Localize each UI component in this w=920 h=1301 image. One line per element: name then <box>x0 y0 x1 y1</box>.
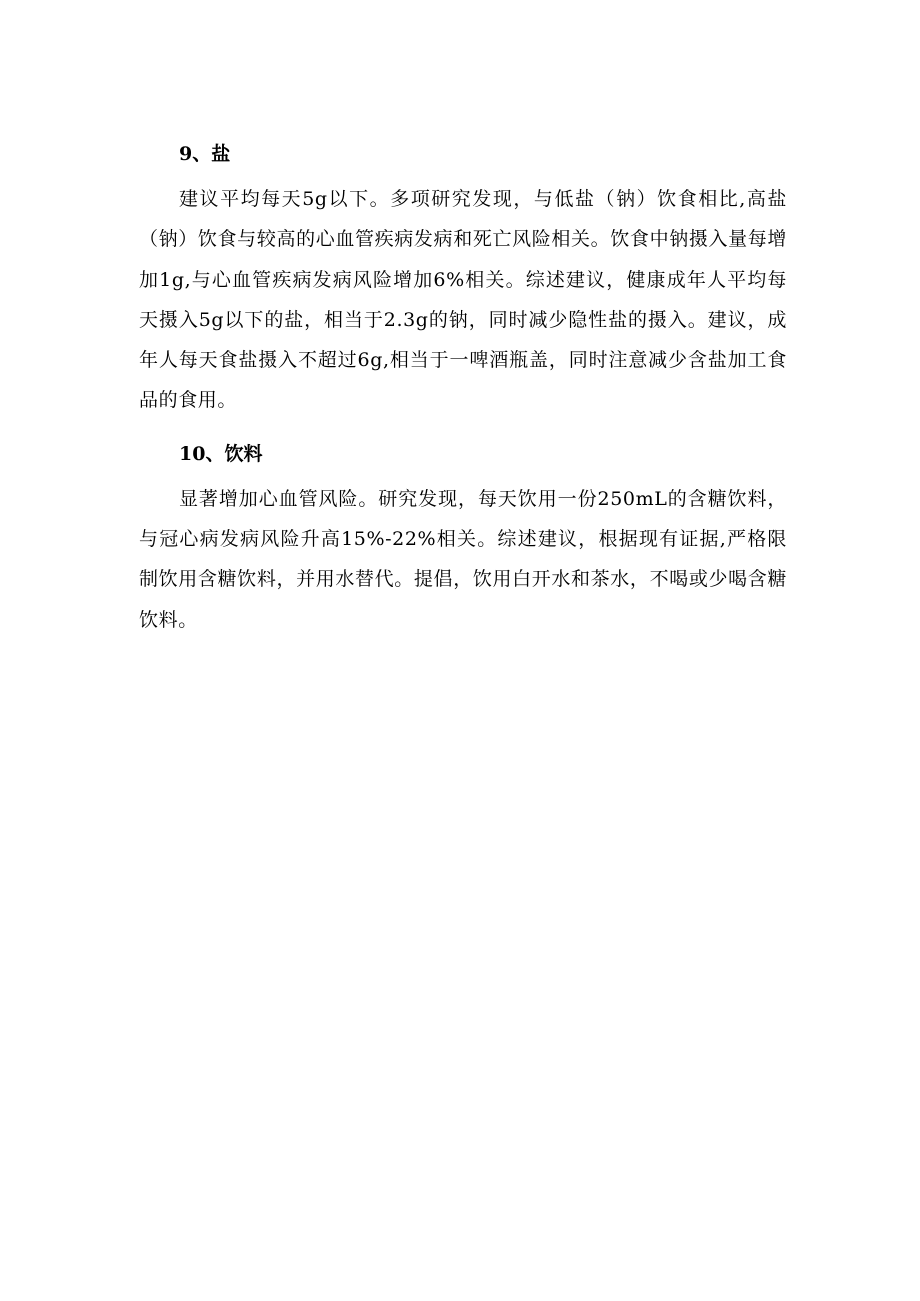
section-body-salt: 建议平均每天5g以下。多项研究发现，与低盐（钠）饮食相比,高盐（钠）饮食与较高的心血管疾病发病和死亡风险相关。饮食中钠摄入量每增加1g,与心血管疾病发病风险增加6%相关。综述建议，健康成年人平均每天摄入5g以下的盐，相当于2.3g的钠，同时减少隐性盐的摄入。建议，成年人每天食盐摄入不超过6g,相当于一啤酒瓶盖，同时注意减少含盐加工食品的食用。 <box>139 188 787 412</box>
section-body-beverages: 显著增加心血管风险。研究发现，每天饮用一份250mL的含糖饮料，与冠心病发病风险升高15%-22%相关。综述建议，根据现有证据,严格限制饮用含糖饮料，并用水替代。提倡，饮用白开水和茶水，不喝或少喝含糖饮料。 <box>139 487 787 631</box>
section-beverages <box>139 433 787 640</box>
section-heading-salt: 9、盐 <box>179 143 231 165</box>
section-heading-beverages: 10、饮料 <box>179 442 263 465</box>
section-salt <box>139 133 787 421</box>
document-content <box>139 133 787 640</box>
